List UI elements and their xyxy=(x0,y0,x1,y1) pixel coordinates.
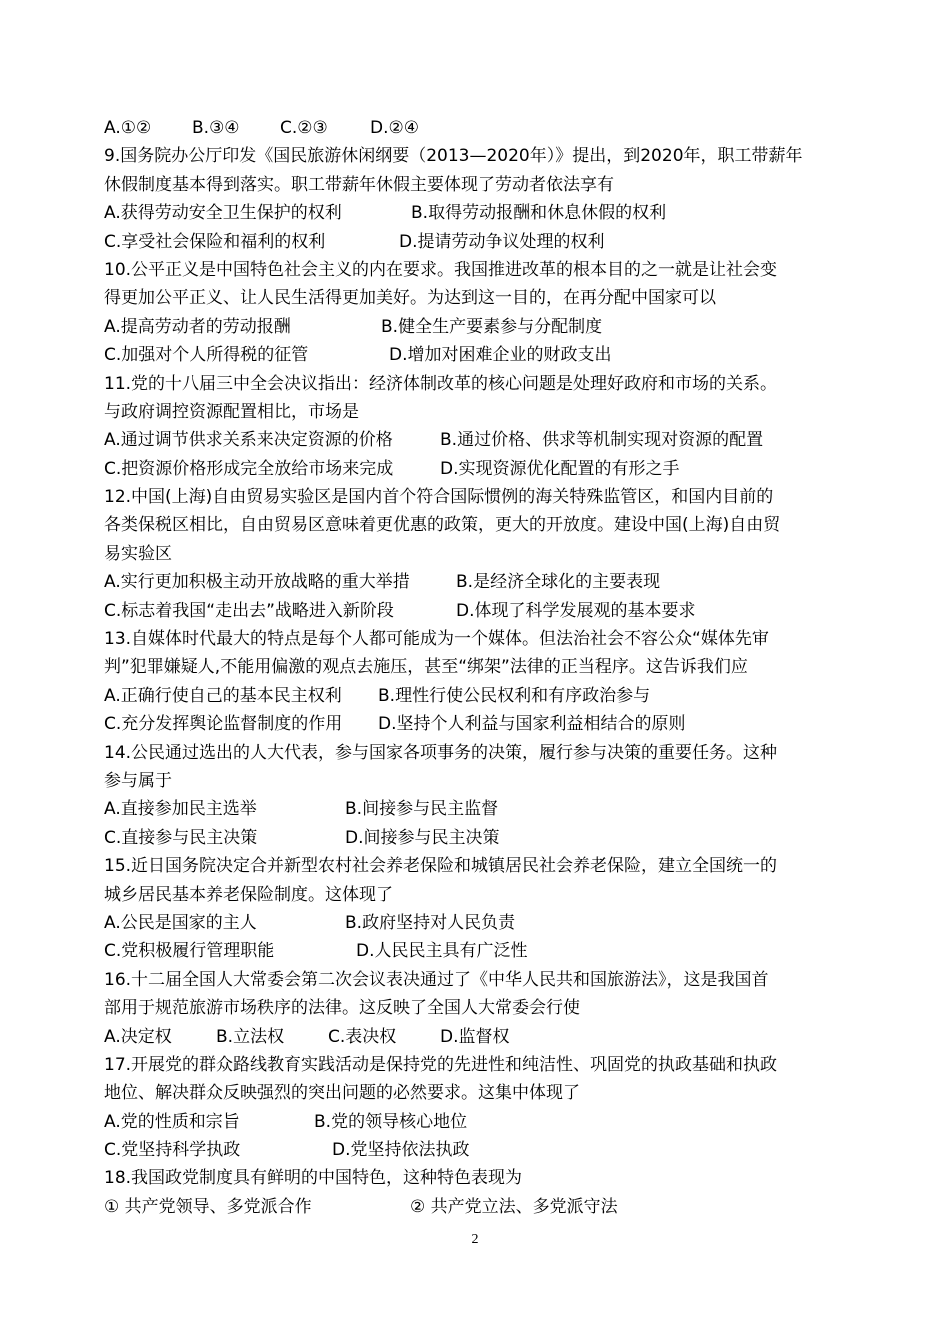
q17-option-b: B.党的领导核心地位 xyxy=(314,1111,468,1132)
q11-option-c: C.把资源价格形成完全放给市场来完成 xyxy=(104,458,394,479)
q9-option-b: B.取得劳动报酬和休息休假的权利 xyxy=(411,203,667,224)
q10-stem-line: 得更加公平正义、让人民生活得更加美好。为达到这一目的，在再分配中国家可以 xyxy=(104,288,716,309)
q11-option-b: B.通过价格、供求等机制实现对资源的配置 xyxy=(440,430,764,451)
q12-options-cd xyxy=(104,597,854,625)
q18-stem-line: 18.我国政党制度具有鲜明的中国特色，这种特色表现为 xyxy=(104,1168,523,1189)
q14-option-d: D.间接参与民主决策 xyxy=(345,827,500,848)
q14-option-c: C.直接参与民主决策 xyxy=(104,827,258,848)
q12-option-a: A.实行更加积极主动开放战略的重大举措 xyxy=(104,572,410,593)
q15-stem-line: 城乡居民基本养老保险制度。这体现了 xyxy=(104,884,393,905)
q8-option-c: C.②③ xyxy=(280,118,328,138)
q8-option-d: D.②④ xyxy=(370,118,419,138)
q17-stem-line: 17.开展党的群众路线教育实践活动是保持党的先进性和纯洁性、巩固党的执政基础和执政 xyxy=(104,1054,778,1075)
q13-option-b: B.理性行使公民权利和有序政治参与 xyxy=(378,685,651,706)
q17-option-a: A.党的性质和宗旨 xyxy=(104,1111,240,1132)
q13-options-cd xyxy=(104,710,854,738)
q12-options-ab xyxy=(104,568,854,596)
q14-option-a: A.直接参加民主选举 xyxy=(104,799,257,820)
q9-option-a: A.获得劳动安全卫生保护的权利 xyxy=(104,203,342,224)
q13-option-a: A.正确行使自己的基本民主权利 xyxy=(104,685,342,706)
q10-option-d: D.增加对困难企业的财政支出 xyxy=(389,345,612,366)
q14-option-b: B.间接参与民主监督 xyxy=(345,799,499,820)
q15-option-b: B.政府坚持对人民负责 xyxy=(345,912,516,933)
q9-stem-line: 休假制度基本得到落实。职工带薪年休假主要体现了劳动者依法享有 xyxy=(104,174,614,195)
q15-option-c: C.党积极履行管理职能 xyxy=(104,941,275,962)
q15-options-cd xyxy=(104,937,854,965)
q12-option-c: C.标志着我国“走出去”战略进入新阶段 xyxy=(104,600,394,621)
q11-stem-line: 11.党的十八届三中全会决议指出：经济体制改革的核心问题是处理好政府和市场的关系。 xyxy=(104,373,778,394)
q17-option-d: D.党坚持依法执政 xyxy=(332,1140,470,1161)
q10-stem-line: 10.公平正义是中国特色社会主义的内在要求。我国推进改革的根本目的之一就是让社会变 xyxy=(104,259,778,280)
q8-option-b: B.③④ xyxy=(192,118,240,138)
q10-option-c: C.加强对个人所得税的征管 xyxy=(104,345,309,366)
q17-option-c: C.党坚持科学执政 xyxy=(104,1140,241,1161)
question-list xyxy=(104,114,854,1221)
q9-option-d: D.提请劳动争议处理的权利 xyxy=(399,231,605,252)
q16-stem-line: 16.十二届全国人大常委会第二次会议表决通过了《中华人民共和国旅游法》，这是我国首 xyxy=(104,969,769,990)
q10-options-ab xyxy=(104,313,854,341)
q14-options-cd xyxy=(104,824,854,852)
q9-option-c: C.享受社会保险和福利的权利 xyxy=(104,231,326,252)
q13-options-ab xyxy=(104,682,854,710)
q15-options-ab xyxy=(104,909,854,937)
q16-option-a: A.决定权 xyxy=(104,1026,172,1047)
q13-option-c: C.充分发挥舆论监督制度的作用 xyxy=(104,714,343,735)
q9-stem-line: 9.国务院办公厅印发《国民旅游休闲纲要（2013—2020年）》提出，到2020年，职工带薪年 xyxy=(104,146,803,167)
q11-option-d: D.实现资源优化配置的有形之手 xyxy=(440,458,680,479)
q18-item-1: ① 共产党领导、多党派合作 xyxy=(104,1196,312,1217)
q11-options-cd xyxy=(104,455,854,483)
q12-option-d: D.体现了科学发展观的基本要求 xyxy=(456,600,696,621)
q17-stem-line: 地位、解决群众反映强烈的突出问题的必然要求。这集中体现了 xyxy=(104,1083,580,1104)
q12-stem-line: 12.中国(上海)自由贸易实验区是国内首个符合国际惯例的海关特殊监管区，和国内目前的 xyxy=(104,487,774,508)
q10-options-cd xyxy=(104,341,854,369)
q14-stem-line: 14.公民通过选出的人大代表，参与国家各项事务的决策，履行参与决策的重要任务。这种 xyxy=(104,742,778,763)
q14-options-ab xyxy=(104,795,854,823)
q18-item-2: ② 共产党立法、多党派守法 xyxy=(410,1196,618,1217)
q8-options xyxy=(104,114,854,142)
q11-option-a: A.通过调节供求关系来决定资源的价格 xyxy=(104,430,393,451)
q10-option-a: A.提高劳动者的劳动报酬 xyxy=(104,316,291,337)
q13-stem-line: 判”犯罪嫌疑人,不能用偏激的观点去施压，甚至“绑架”法律的正当程序。这告诉我们应 xyxy=(104,657,748,678)
q16-option-c: C.表决权 xyxy=(328,1026,397,1047)
q17-options-ab xyxy=(104,1108,854,1136)
q12-stem-line: 易实验区 xyxy=(104,543,172,564)
page-number: 2 xyxy=(471,1232,479,1247)
q18-items xyxy=(104,1193,854,1221)
q14-stem-line: 参与属于 xyxy=(104,770,172,791)
q15-option-d: D.人民民主具有广泛性 xyxy=(356,941,528,962)
q16-option-d: D.监督权 xyxy=(440,1026,510,1047)
q11-stem-line: 与政府调控资源配置相比，市场是 xyxy=(104,401,359,422)
q8-option-a: A.①② xyxy=(104,118,152,138)
q15-stem-line: 15.近日国务院决定合并新型农村社会养老保险和城镇居民社会养老保险，建立全国统一的 xyxy=(104,856,778,877)
q16-option-b: B.立法权 xyxy=(216,1026,285,1047)
q9-options-cd xyxy=(104,228,854,256)
q11-options-ab xyxy=(104,426,854,454)
q16-options xyxy=(104,1023,854,1051)
q13-option-d: D.坚持个人利益与国家利益相结合的原则 xyxy=(378,714,686,735)
q16-stem-line: 部用于规范旅游市场秩序的法律。这反映了全国人大常委会行使 xyxy=(104,998,580,1019)
q15-option-a: A.公民是国家的主人 xyxy=(104,912,257,933)
q17-options-cd xyxy=(104,1136,854,1164)
q9-options-ab xyxy=(104,199,854,227)
q10-option-b: B.健全生产要素参与分配制度 xyxy=(381,316,603,337)
q12-option-b: B.是经济全球化的主要表现 xyxy=(456,572,661,593)
q12-stem-line: 各类保税区相比，自由贸易区意味着更优惠的政策，更大的开放度。建设中国(上海)自由贸 xyxy=(104,515,781,536)
q13-stem-line: 13.自媒体时代最大的特点是每个人都可能成为一个媒体。但法治社会不容公众“媒体先审 xyxy=(104,629,769,650)
